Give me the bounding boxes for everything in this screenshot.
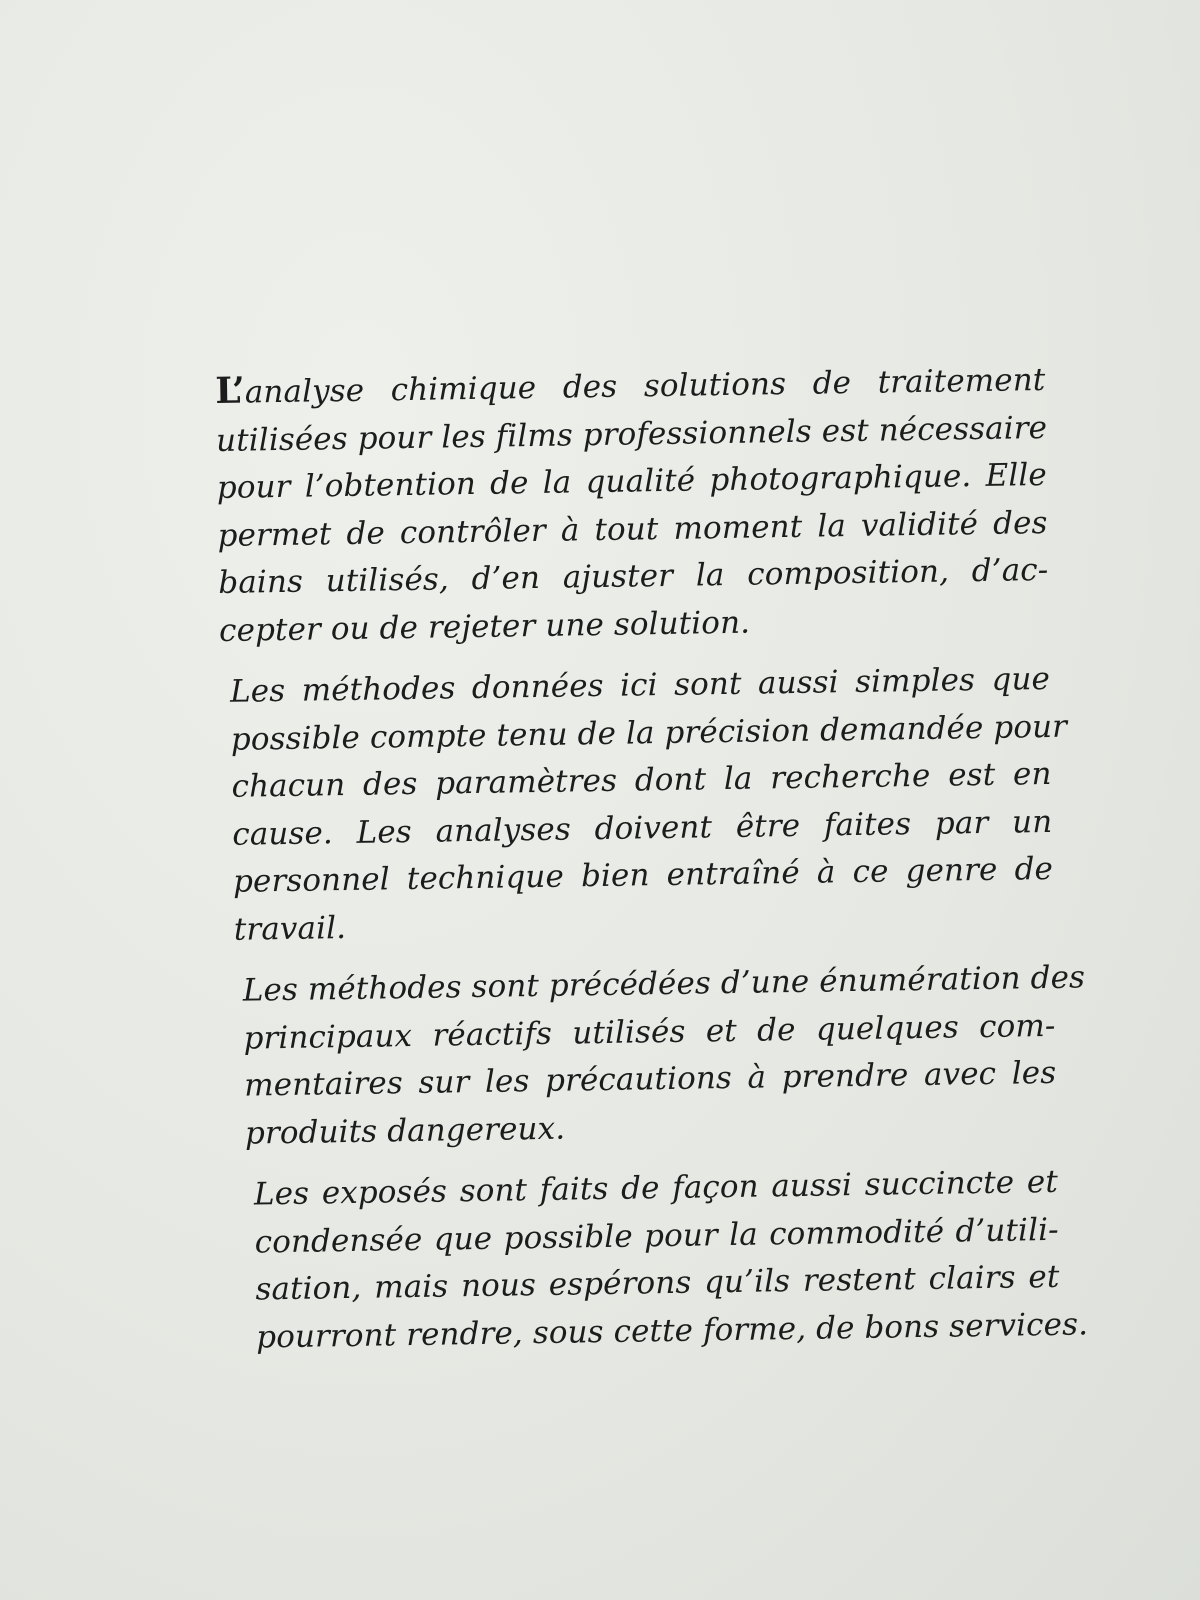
text-line: condensée que possible pour la commodité d’utili- <box>254 1211 1059 1260</box>
paragraph-2 <box>220 656 1068 954</box>
drop-cap: L’ <box>215 369 246 412</box>
text-line: produits dangereux. <box>244 1110 566 1152</box>
text-line: pourront rendre, sous cette forme, de bons services. <box>255 1305 1089 1355</box>
paragraph-3 <box>224 955 1086 1158</box>
paragraph-1 <box>215 355 1049 655</box>
paragraph-4 <box>228 1159 1089 1362</box>
text-line: cepter ou de rejeter une solution. <box>218 604 751 649</box>
preface-text <box>215 355 1089 1376</box>
text-line: pour l’obtention de la qualité photographique. Elle <box>216 456 1048 506</box>
text-line: possible compte tenu de la précision demandée pour <box>230 708 1068 758</box>
text-line: principaux réactifs utilisés et de quelques com- <box>243 1007 1056 1057</box>
text-line: Les exposés sont faits de façon aussi succincte et <box>253 1163 1059 1213</box>
text-line: cause. Les analyses doivent être faites par un <box>232 803 1053 853</box>
text-line: sation, mais nous espérons qu’ils restent clairs et <box>255 1258 1060 1308</box>
text-line: Les méthodes données ici sont aussi simples que <box>229 660 1051 710</box>
text-line: travail. <box>233 909 347 948</box>
text-line: mentaires sur les précautions à prendre avec les <box>243 1054 1057 1104</box>
text-line: chacun des paramètres dont la recherche est en <box>231 755 1052 805</box>
text-line: utilisées pour les films professionnels est nécessaire <box>215 409 1048 459</box>
text-line: personnel technique bien entraîné à ce genre de <box>232 850 1054 900</box>
text-line: permet de contrôler à tout moment la validité des <box>217 504 1048 554</box>
text-line: Les méthodes sont précédées d’une énumération des <box>242 959 1086 1009</box>
text-line: L’analyse chimique des solutions de traitement <box>215 361 1046 412</box>
text-line: bains utilisés, d’en ajuster la composition, d’ac- <box>218 551 1049 601</box>
